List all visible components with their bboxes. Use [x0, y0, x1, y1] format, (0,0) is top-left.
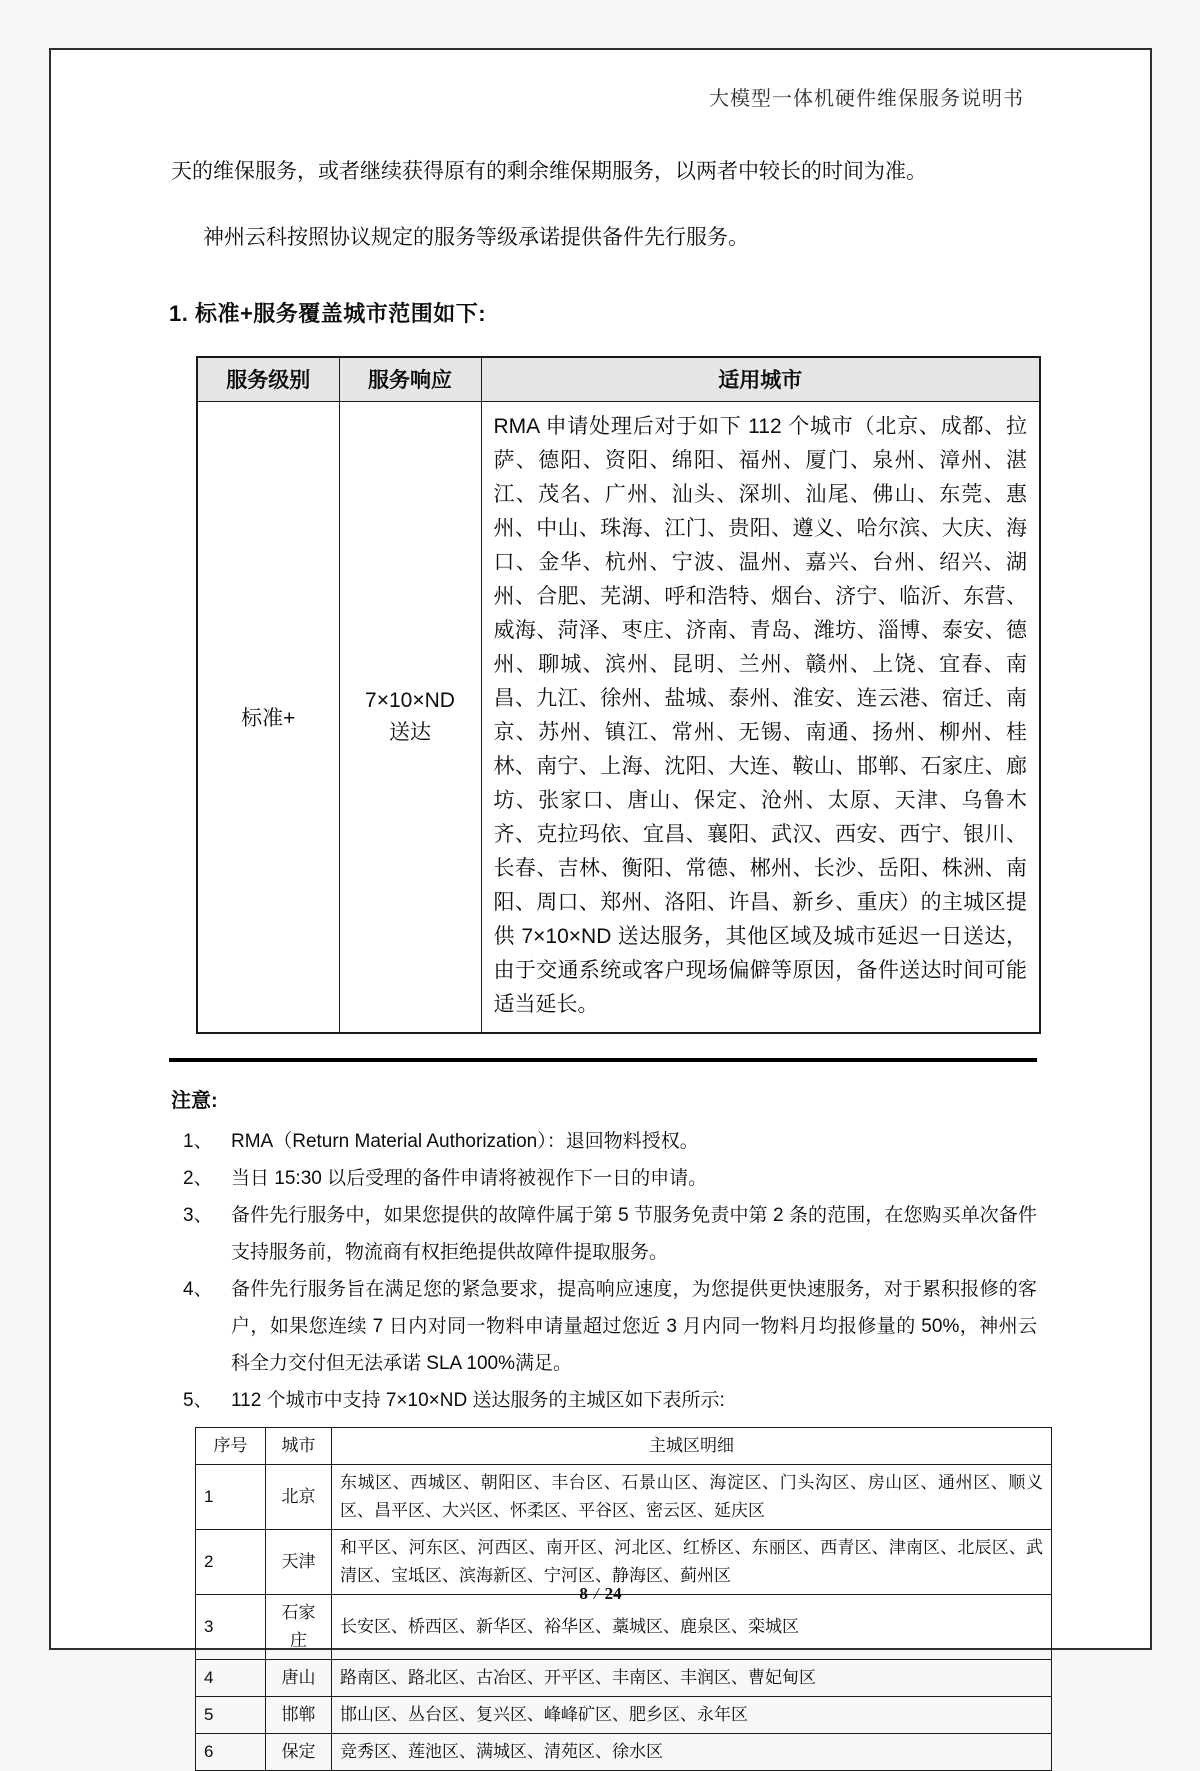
- service-response-line2: 送达: [389, 720, 431, 744]
- service-response-line1: 7×10×ND: [365, 688, 455, 712]
- note-item-3: [183, 1197, 1037, 1271]
- district-row-index: 3: [196, 1594, 266, 1659]
- district-row-districts: 东城区、西城区、朝阳区、丰台区、石景山区、海淀区、门头沟区、房山区、通州区、顺义区、昌平区、大兴区、怀柔区、平谷区、密云区、延庆区: [332, 1464, 1052, 1529]
- district-row-index: 4: [196, 1659, 266, 1696]
- note-text: 备件先行服务中，如果您提供的故障件属于第 5 节服务免责中第 2 条的范围，在您购买单次备件支持服务前，物流商有权拒绝提供故障件提取服务。: [231, 1204, 1037, 1263]
- notes-list: [183, 1123, 1037, 1419]
- note-number: 2、: [183, 1167, 213, 1189]
- note-item-5: [183, 1382, 1037, 1419]
- service-response-cell: [339, 401, 481, 1033]
- district-row-baoding: [196, 1733, 1052, 1770]
- page-number: 8: [579, 1584, 588, 1603]
- notice-label: 注意:: [171, 1089, 218, 1112]
- district-row-districts: 竞秀区、莲池区、满城区、清苑区、徐水区: [332, 1733, 1052, 1770]
- district-row-districts: 路南区、路北区、古冶区、开平区、丰南区、丰润区、曹妃甸区: [332, 1659, 1052, 1696]
- service-table-header-level: 服务级别: [197, 357, 339, 401]
- service-table-header-row: [197, 357, 1040, 401]
- section-divider-rule: [169, 1058, 1037, 1062]
- district-row-districts: 和平区、河东区、河西区、南开区、河北区、红桥区、东丽区、西青区、津南区、北辰区、武清区、宝坻区、滨海新区、宁河区、静海区、蓟州区: [332, 1529, 1052, 1594]
- service-cities-cell: RMA 申请处理后对于如下 112 个城市（北京、成都、拉萨、德阳、资阳、绵阳、福州、厦门、泉州、漳州、湛江、茂名、广州、汕头、深圳、汕尾、佛山、东莞、惠州、中山、珠海、江门、贵阳、遵义、哈尔滨、大庆、海口、金华、杭州、宁波、温州、嘉兴、台州、绍兴、湖州、合肥、芜湖、呼和浩特、烟台、济宁、临沂、东营、威海、菏泽、枣庄、济南、青岛、潍坊、淄博、泰安、德州、聊城、滨州、昆明、兰州、赣州、上饶、宜春、南昌、九江、徐州、盐城、泰州、淮安、连云港、宿迁、南京、苏州、镇江、常州、无锡、南通、扬州、柳州、桂林、南宁、上海、沈阳、大连、鞍山、邯郸、石家庄、廊坊、张家口、唐山、保定、沧州、太原、天津、乌鲁木齐、克拉玛依、宜昌、襄阳、武汉、西安、西宁、银川、长春、吉林、衡阳、常德、郴州、长沙、岳阳、株洲、南阳、周口、郑州、洛阳、许昌、新乡、重庆）的主城区提供 7×10×ND 送达服务，其他区域及城市延迟一日送达，由于交通系统或客户现场偏僻等原因，备件送达时间可能适当延长。: [481, 401, 1040, 1033]
- intro-paragraph-continuation: 天的维保服务，或者继续获得原有的剩余维保期服务，以两者中较长的时间为准。: [171, 160, 927, 183]
- note-item-2: [183, 1160, 1037, 1197]
- district-table-header-city: 城市: [266, 1427, 332, 1464]
- district-row-index: 6: [196, 1733, 266, 1770]
- district-row-index: 2: [196, 1529, 266, 1594]
- district-table-header-row: [196, 1427, 1052, 1464]
- district-row-city: 北京: [266, 1464, 332, 1529]
- note-number: 5、: [183, 1389, 213, 1411]
- document-page: [49, 48, 1152, 1761]
- service-table-header-cities: 适用城市: [481, 357, 1040, 401]
- intro-paragraph-commitment: 神州云科按照协议规定的服务等级承诺提供备件先行服务。: [203, 226, 749, 249]
- page-footer: [51, 1584, 1150, 1604]
- note-number: 1、: [183, 1130, 213, 1152]
- note-text: 备件先行服务旨在满足您的紧急要求，提高响应速度，为您提供更快速服务，对于累积报修的客户，如果您连续 7 日内对同一物料申请量超过您近 3 月内同一物料月均报修量的 50%，神州云科全力交付但无法承诺 SLA 100%满足。: [231, 1278, 1037, 1374]
- district-row-handan: [196, 1696, 1052, 1733]
- note-item-1: [183, 1123, 1037, 1160]
- page-total: 24: [604, 1584, 622, 1603]
- note-item-4: [183, 1271, 1037, 1382]
- district-row-index: 1: [196, 1464, 266, 1529]
- service-level-cell: 标准+: [197, 401, 339, 1033]
- district-row-districts: 长安区、桥西区、新华区、裕华区、藁城区、鹿泉区、栾城区: [332, 1594, 1052, 1659]
- page-number-separator: /: [593, 1584, 599, 1603]
- note-text: RMA（Return Material Authorization）：退回物料授权。: [231, 1130, 699, 1152]
- district-row-city: 保定: [266, 1733, 332, 1770]
- note-number: 4、: [183, 1278, 213, 1300]
- district-row-city: 邯郸: [266, 1696, 332, 1733]
- service-table-header-response: 服务响应: [339, 357, 481, 401]
- district-table-header-districts: 主城区明细: [332, 1427, 1052, 1464]
- service-coverage-table: [196, 356, 1041, 1034]
- note-text: 112 个城市中支持 7×10×ND 送达服务的主城区如下表所示:: [231, 1389, 725, 1411]
- service-table-row: [197, 401, 1040, 1033]
- district-row-beijing: [196, 1464, 1052, 1529]
- district-row-city: 唐山: [266, 1659, 332, 1696]
- district-row-tangshan: [196, 1659, 1052, 1696]
- note-number: 3、: [183, 1204, 213, 1226]
- note-text: 当日 15:30 以后受理的备件申请将被视作下一日的申请。: [231, 1167, 708, 1189]
- district-row-city: 石家庄: [266, 1594, 332, 1659]
- document-header-title: 大模型一体机硬件维保服务说明书: [709, 88, 1024, 110]
- district-row-districts: 邯山区、丛台区、复兴区、峰峰矿区、肥乡区、永年区: [332, 1696, 1052, 1733]
- district-row-city: 天津: [266, 1529, 332, 1594]
- district-table-header-index: 序号: [196, 1427, 266, 1464]
- district-row-index: 5: [196, 1696, 266, 1733]
- section-heading: 1. 标准+服务覆盖城市范围如下:: [169, 301, 487, 326]
